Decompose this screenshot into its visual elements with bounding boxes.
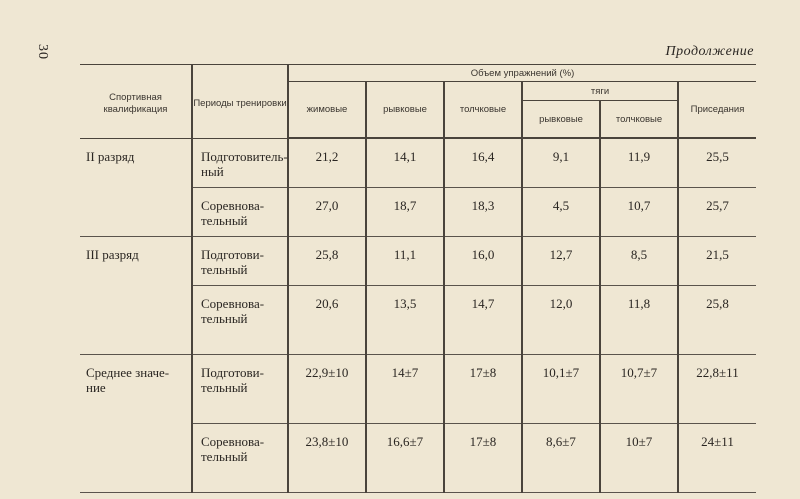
header-pulls-group: тяги bbox=[522, 82, 678, 101]
row-qualification: III разряд bbox=[80, 237, 192, 355]
page-number: 30 bbox=[35, 44, 50, 60]
header-volume-group: Объем упражнений (%) bbox=[288, 65, 756, 82]
cell-value: 25,8 bbox=[678, 286, 756, 355]
cell-value: 14,7 bbox=[444, 286, 522, 355]
cell-value: 9,1 bbox=[522, 138, 600, 188]
header-col-pull-clean: толчковые bbox=[600, 101, 678, 139]
row-qualification: II разряд bbox=[80, 138, 192, 237]
table-row bbox=[80, 138, 756, 188]
row-period: Соревнова-тельный bbox=[192, 424, 288, 493]
cell-value: 21,2 bbox=[288, 138, 366, 188]
cell-value: 20,6 bbox=[288, 286, 366, 355]
table-header bbox=[80, 65, 756, 139]
cell-value: 10,1±7 bbox=[522, 355, 600, 424]
cell-value: 14±7 bbox=[366, 355, 444, 424]
exercise-volume-table bbox=[80, 64, 756, 493]
header-col-clean-jerk: толчковые bbox=[444, 82, 522, 139]
cell-value: 12,0 bbox=[522, 286, 600, 355]
cell-value: 10,7±7 bbox=[600, 355, 678, 424]
cell-value: 17±8 bbox=[444, 424, 522, 493]
header-periods: Периоды тренировки bbox=[192, 65, 288, 139]
cell-value: 16,4 bbox=[444, 138, 522, 188]
header-col-pull-snatch: рывковые bbox=[522, 101, 600, 139]
row-period: Соревнова-тельный bbox=[192, 286, 288, 355]
table-body bbox=[80, 138, 756, 493]
header-qualification: Спортивная квалификация bbox=[80, 65, 192, 139]
cell-value: 16,0 bbox=[444, 237, 522, 286]
cell-value: 24±11 bbox=[678, 424, 756, 493]
cell-value: 13,5 bbox=[366, 286, 444, 355]
cell-value: 14,1 bbox=[366, 138, 444, 188]
cell-value: 8,5 bbox=[600, 237, 678, 286]
header-col-press: жимовые bbox=[288, 82, 366, 139]
header-col-squats: Приседания bbox=[678, 82, 756, 139]
header-col-snatch: рывковые bbox=[366, 82, 444, 139]
cell-value: 22,8±11 bbox=[678, 355, 756, 424]
cell-value: 12,7 bbox=[522, 237, 600, 286]
cell-value: 11,8 bbox=[600, 286, 678, 355]
table-row bbox=[80, 237, 756, 286]
cell-value: 23,8±10 bbox=[288, 424, 366, 493]
cell-value: 22,9±10 bbox=[288, 355, 366, 424]
row-period: Подготови-тельный bbox=[192, 237, 288, 286]
cell-value: 21,5 bbox=[678, 237, 756, 286]
cell-value: 27,0 bbox=[288, 188, 366, 237]
row-period: Соревнова-тельный bbox=[192, 188, 288, 237]
cell-value: 18,3 bbox=[444, 188, 522, 237]
cell-value: 10±7 bbox=[600, 424, 678, 493]
continuation-label: Продолжение bbox=[665, 44, 754, 59]
cell-value: 18,7 bbox=[366, 188, 444, 237]
row-period: Подготовитель-ный bbox=[192, 138, 288, 188]
cell-value: 25,5 bbox=[678, 138, 756, 188]
cell-value: 4,5 bbox=[522, 188, 600, 237]
row-qualification: Среднее значе-ние bbox=[80, 355, 192, 493]
cell-value: 8,6±7 bbox=[522, 424, 600, 493]
cell-value: 10,7 bbox=[600, 188, 678, 237]
table-row bbox=[80, 355, 756, 424]
cell-value: 11,9 bbox=[600, 138, 678, 188]
row-period: Подготови-тельный bbox=[192, 355, 288, 424]
cell-value: 17±8 bbox=[444, 355, 522, 424]
cell-value: 16,6±7 bbox=[366, 424, 444, 493]
cell-value: 25,7 bbox=[678, 188, 756, 237]
cell-value: 25,8 bbox=[288, 237, 366, 286]
cell-value: 11,1 bbox=[366, 237, 444, 286]
